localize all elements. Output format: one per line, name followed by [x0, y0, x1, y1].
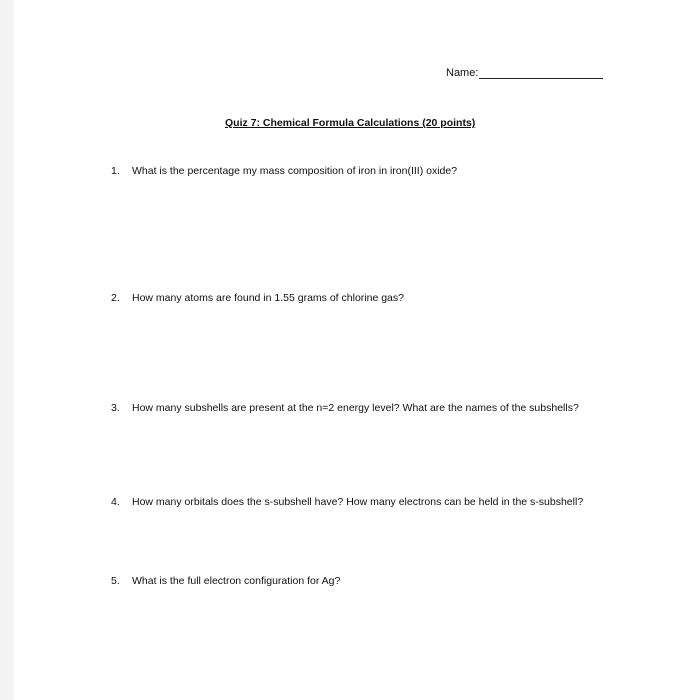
question-4 — [111, 496, 583, 508]
question-number: 3. — [111, 402, 120, 414]
name-label: Name: — [446, 67, 479, 79]
name-field — [446, 66, 603, 79]
question-number: 2. — [111, 292, 120, 304]
question-text: What is the percentage my mass composition of iron in iron(III) oxide? — [132, 165, 458, 177]
question-3 — [111, 402, 579, 414]
question-5 — [111, 575, 340, 587]
question-text: What is the full electron configuration for Ag? — [132, 575, 341, 587]
question-number: 1. — [111, 165, 120, 177]
question-number: 5. — [111, 575, 120, 587]
question-text: How many orbitals does the s-subshell have? How many electrons can be held in the s-subshell? — [132, 496, 584, 508]
question-number: 4. — [111, 496, 120, 508]
question-1 — [111, 165, 457, 177]
question-2 — [111, 292, 404, 304]
question-text: How many subshells are present at the n=2 energy level? What are the names of the subshells? — [132, 402, 579, 414]
quiz-title: Quiz 7: Chemical Formula Calculations (20 points) — [225, 117, 476, 129]
document-page — [14, 0, 680, 700]
question-text: How many atoms are found in 1.55 grams of chlorine gas? — [132, 292, 404, 304]
name-blank-line — [479, 66, 603, 79]
